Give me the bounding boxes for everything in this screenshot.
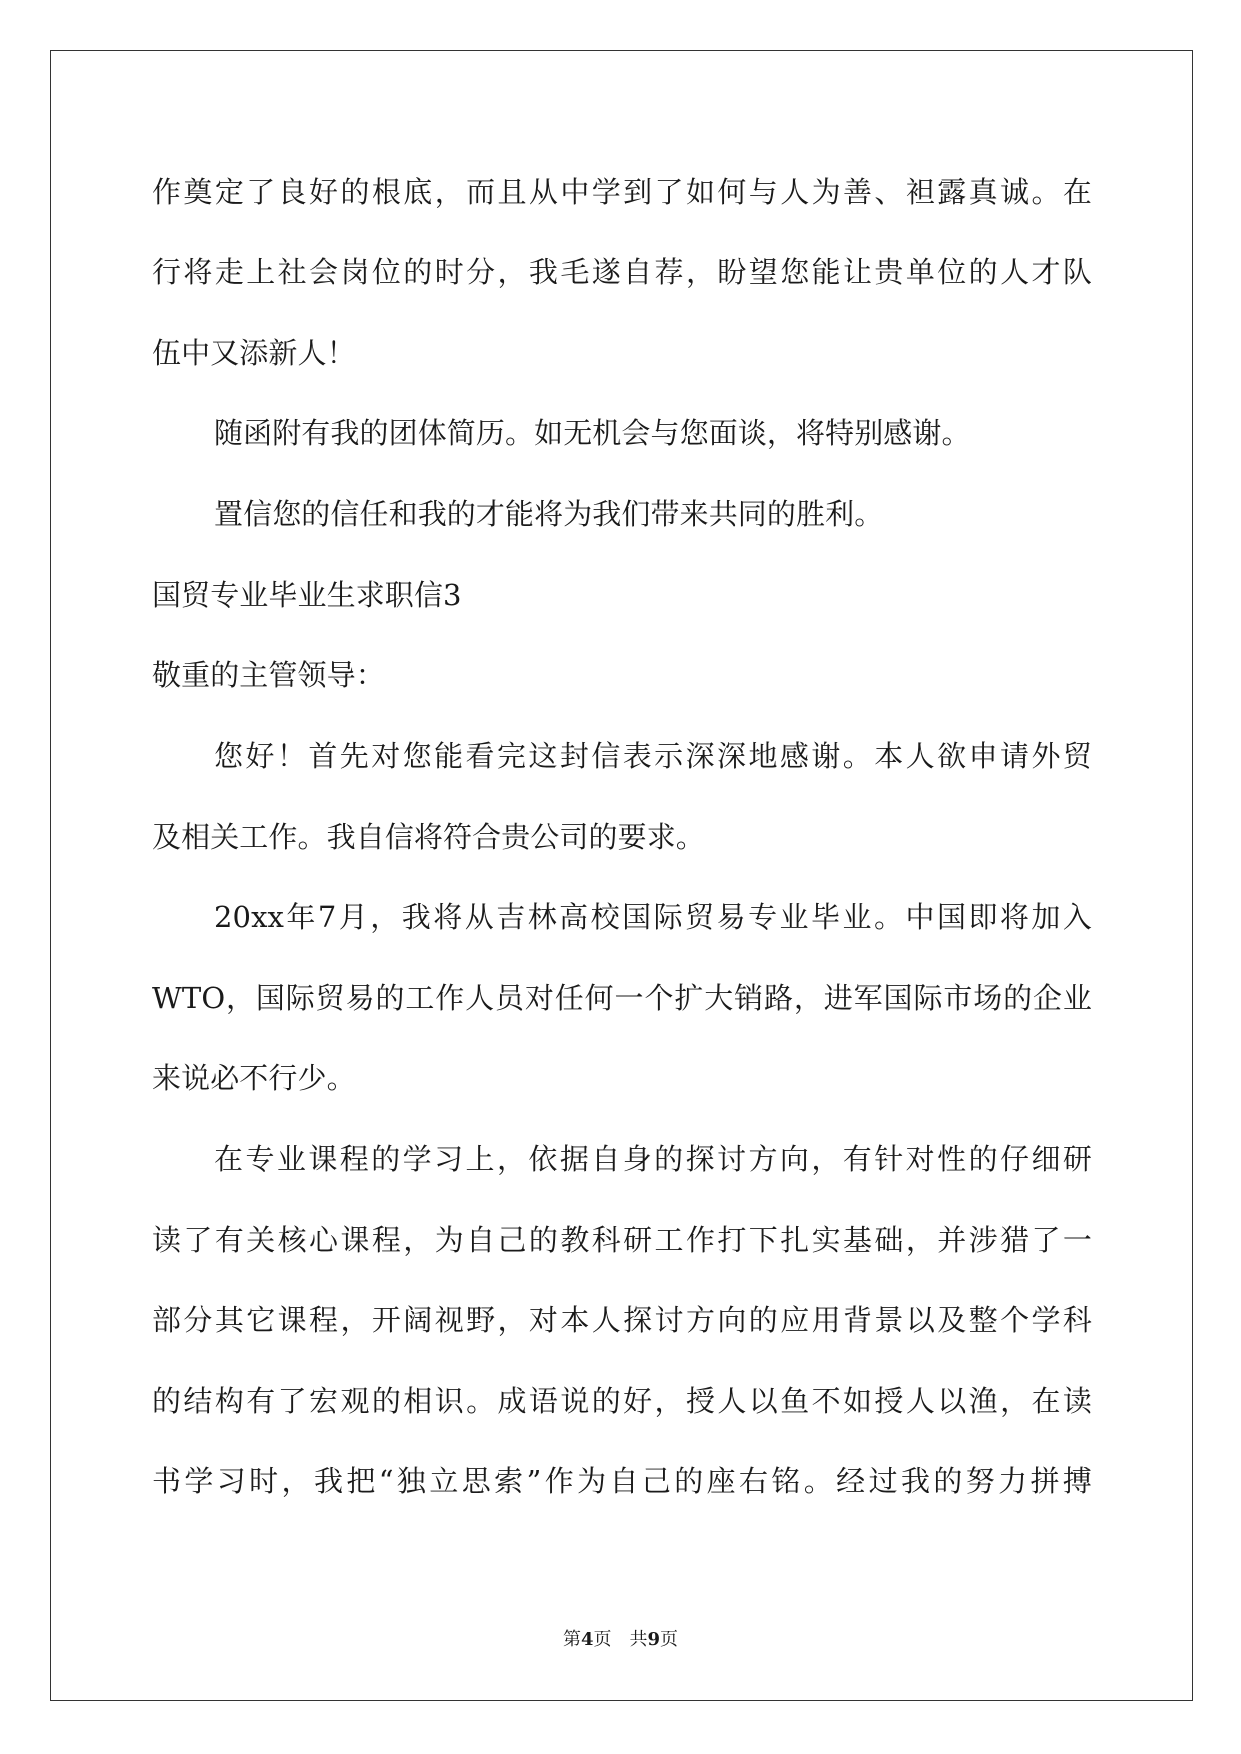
text-line: 在专业课程的学习上，依据自身的探讨方向，有针对性的仔细研 <box>214 1142 1092 1176</box>
text-line: 您好！首先对您能看完这封信表示深深地感谢。本人欲申请外贸 <box>214 739 1092 773</box>
footer-suffix: 页 <box>660 1629 679 1650</box>
footer-mid: 页 共 <box>593 1629 648 1650</box>
text-line: 部分其它课程，开阔视野，对本人探讨方向的应用背景以及整个学科 <box>152 1303 1092 1337</box>
text-line: 置信您的信任和我的才能将为我们带来共同的胜利。 <box>214 497 884 531</box>
text-line: 随函附有我的团体简历。如无机会与您面谈，将特别感谢。 <box>214 416 971 450</box>
current-page-number: 4 <box>580 1629 594 1650</box>
page-footer <box>0 1628 1241 1652</box>
page-border <box>50 50 1193 1701</box>
text-line: 作奠定了良好的根底，而且从中学到了如何与人为善、袒露真诚。在 <box>152 175 1092 209</box>
text-line: 读了有关核心课程，为自己的教科研工作打下扎实基础，并涉猎了一 <box>152 1223 1092 1257</box>
text-line: 行将走上社会岗位的时分，我毛遂自荐，盼望您能让贵单位的人才队 <box>152 255 1092 289</box>
text-line: 书学习时，我把“独立思索”作为自己的座右铭。经过我的努力拼搏 <box>152 1464 1092 1498</box>
text-line: 及相关工作。我自信将符合贵公司的要求。 <box>152 820 705 854</box>
footer-prefix: 第 <box>562 1629 581 1650</box>
text-line: 20xx年7月，我将从吉林高校国际贸易专业毕业。中国即将加入 <box>214 900 1092 934</box>
text-line: 的结构有了宏观的相识。成语说的好，授人以鱼不如授人以渔，在读 <box>152 1384 1092 1418</box>
text-line: 伍中又添新人！ <box>152 336 356 370</box>
salutation: 敬重的主管领导： <box>152 658 385 692</box>
text-line: 来说必不行少。 <box>152 1061 356 1095</box>
total-page-number: 9 <box>647 1629 661 1650</box>
section-heading: 国贸专业毕业生求职信3 <box>152 578 462 612</box>
text-line: WTO，国际贸易的工作人员对任何一个扩大销路，进军国际市场的企业 <box>152 981 1092 1015</box>
